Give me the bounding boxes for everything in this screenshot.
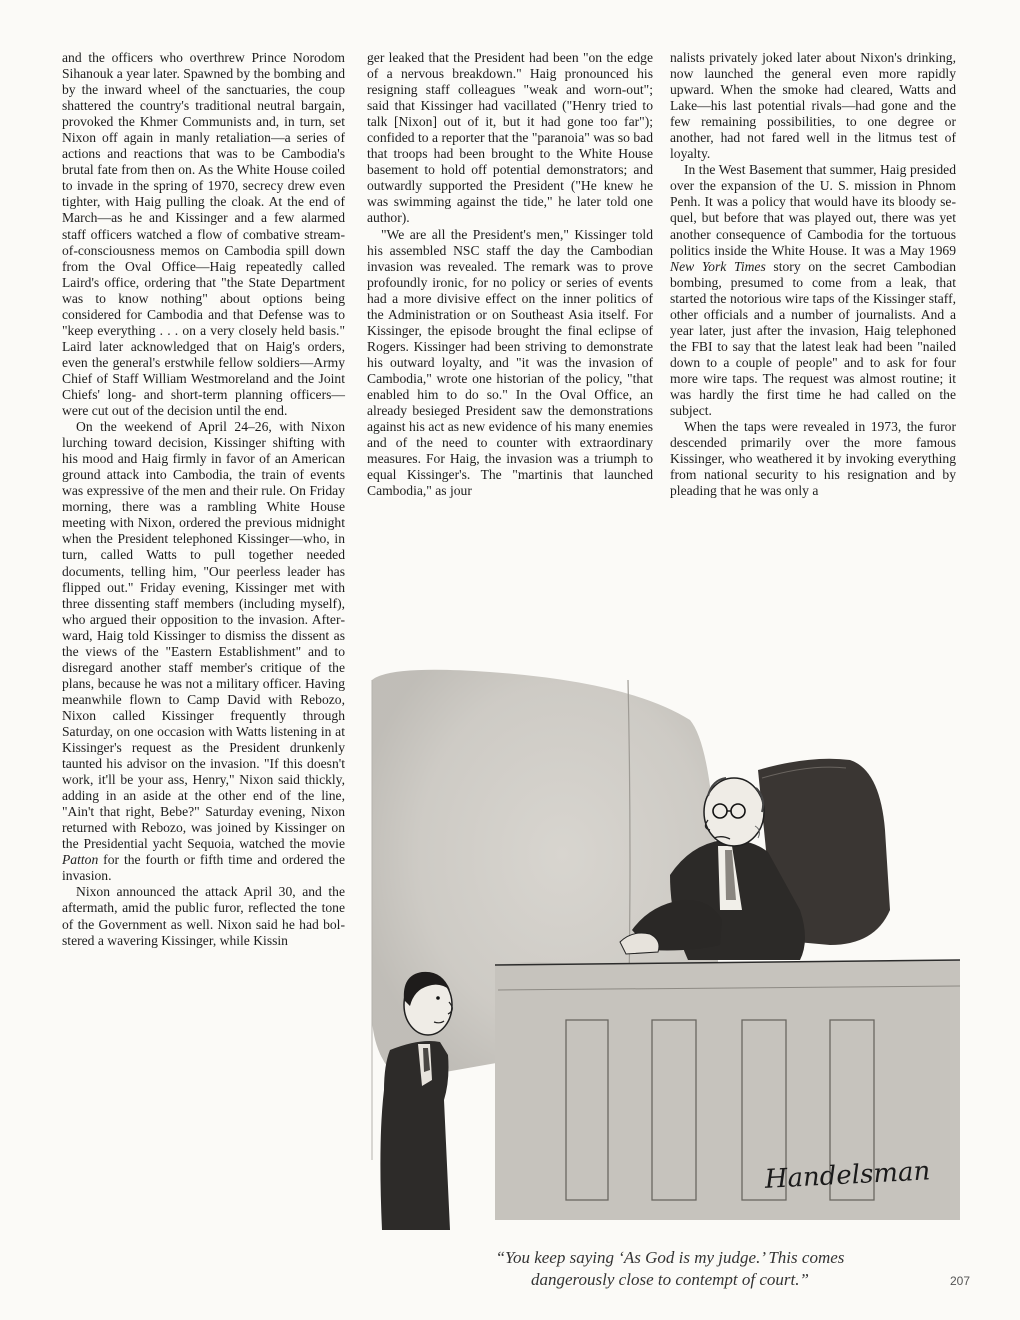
article-column-1 (62, 50, 345, 949)
paragraph: Nixon announced the attack April 30, and the aftermath, amid the public furor, reflected the tone of the Government as well. Nixon said he had bolstered a wavering Kissinger, while Kissin (62, 884, 345, 948)
caption-line-1: “You keep saying ‘As God is my judge.’ This comes (495, 1248, 845, 1267)
caption-line-2: dangerously close to contempt of court.” (531, 1270, 809, 1289)
paragraph: When the taps were revealed in 1973, the furor descended primarily over the more famous Kissinger, who weathered it by invoking everything from national security to his resignation and by pleading that he was only a (670, 419, 956, 499)
article-column-2 (367, 50, 653, 499)
paragraph: On the weekend of April 24–26, with Nixon lurching toward decision, Kissinger shifting with his mood and Haig firmly in favor of an American ground attack into Cambodia, the train of events was expressive of the men and their rule. On Friday morning, there was a rambling White House meeting with Nixon, ordered the previous midnight when the President telephoned Kissinger—who, in turn, called Watts to pull together needed documents, telling him, "Our peerless leader has flipped out." Friday evening, Kissinger met with three dissenting staff members (including myself), who argued their opposition to the invasion. Afterward, Haig told Kissinger to dismiss the dissent as the views of the "Eastern Establishment" and to disregard another staff member's critique of the plans, because he was not a military officer. Having meanwhile flown to Camp David with Rebozo, Nixon called Kissinger frequently through Saturday, on one occasion with Watts listening in at Kissinger's request as the President drunkenly taunted his advisor on the invasion. "If this doesn't work, it'll be your ass, Henry," Nixon said thickly, adding in an aside at the other end of the line, "Ain't that right, Bebe?" Saturday evening, Nixon returned with Rebozo, was joined by Kissinger on the Presidential yacht Sequoia, watched the movie Patton for the fourth or fifth time and ordered the invasion. (62, 419, 345, 884)
paragraph: In the West Basement that summer, Haig presided over the expansion of the U. S. mission in Phnom Penh. It was a policy that would have its bloody sequel, but before that was played out, there was yet another consequence of Cambodia for the tortuous politics inside the White House. It was a May 1969 New York Times story on the secret Cambodian bombing, presumed to come from a leak, that started the notorious wire taps of the Kissinger staff, other officials and a number of journalists. And a year later, just after the invasion, Haig telephoned the FBI to say that the latest leak had been "nailed down to a couple of people" and to ask for four more wire taps. The request was almost routine; it was hardly the first time he had called on the subject. (670, 162, 956, 419)
paragraph: nalists privately joked later about Nixon's drinking, now launched the general even more rapidly upward. When the smoke had cleared, Watts and Lake—his last potential rivals—had gone and the few remaining possibilities, to one degree or another, had not fared well in the litmus test of loyalty. (670, 50, 956, 162)
page-number: 207 (950, 1274, 971, 1288)
cartoon-caption (380, 1247, 960, 1291)
article-column-3 (670, 50, 956, 499)
courtroom-cartoon-illustration (370, 660, 960, 1230)
paragraph: ger leaked that the President had been "on the edge of a nervous breakdown." Haig pronounced his resigning staff colleagues "weak and worn-out"; said that Kissinger had vacillated ("Henry tried to talk [Nixon] out of it, but it had gone too far"); confided to a reporter that the "paranoia" was so bad that troops had been brought to the White House basement to hold off potential demonstrators; and outwardly supported the President ("He knew he was swimming against the tide," he later told one author). (367, 50, 653, 226)
paragraph: "We are all the President's men," Kissinger told his assembled NSC staff the day the Cambodian invasion was revealed. The remark was to prove profoundly ironic, for no policy or series of events had a more divisive effect on the inner politics of the Administration or on Southeast Asia itself. For Kissinger, the episode brought the final eclipse of Rogers. Kissinger had been striving to demonstrate his outward loyalty, and "it was the invasion of Cambodia," wrote one historian of the policy, "that enabled him to do so." In the Oval Office, an already besieged President saw the demonstrations against his act as new evidence of his many enemies and of the need to counter with extraordinary measures. For Haig, the invasion was a triumph to equal Kissinger's. The "martinis that launched Cambodia," as jour (367, 226, 653, 499)
paragraph: and the officers who overthrew Prince Norodom Sihanouk a year later. Spawned by the bombing and by the inward wheel of the sanctuaries, the coup shattered the country's traditional neutral bargain, provoked the Khmer Communists and, in turn, set Nixon off again in manly retaliation—a series of actions and reactions that was to be Cambodia's brutal fate from then on. As the White House coiled to invade in the spring of 1970, secrecy drew even tighter, with Haig pulling the cloak. At the end of March—as he and Kissinger and a few alarmed staff officers watched a flow of combative stream-of-consciousness memos on Cambodia spill down from the Oval Office—Haig repeatedly called Laird's office, ordering that "the State Department was to know nothing" about options being considered for Cambodia and that Defense was to "keep everything . . . on a very closely held basis." Laird later acknowledged that on Haig's orders, even the general's erstwhile fellow soldiers—Army Chief of Staff William Westmoreland and the Joint Chiefs' long- and short-term planning officers—were cut out of the decision until the end. (62, 50, 345, 419)
artist-signature: Handelsman (764, 1156, 931, 1195)
